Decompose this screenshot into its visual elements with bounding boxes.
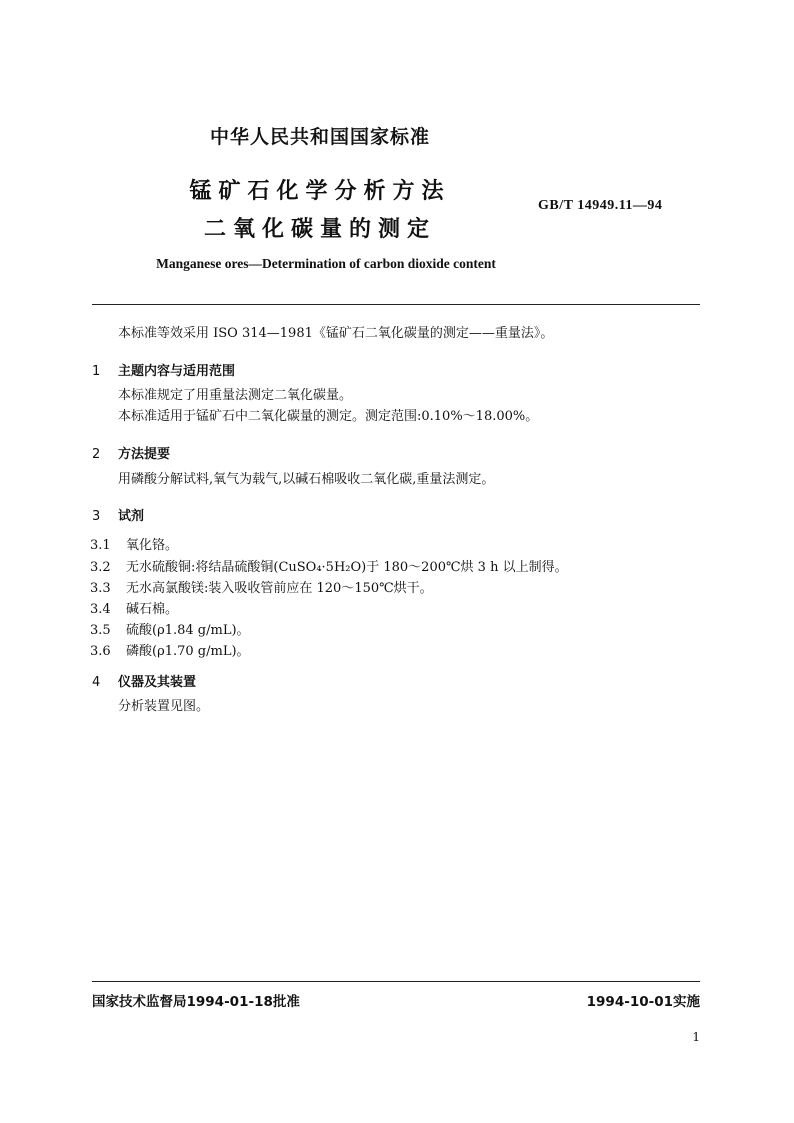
item-text: 无水硫酸铜:将结晶硫酸铜(CuSO₄·5H₂O)于 180～200℃烘 3 h 以上制得。 <box>126 560 568 575</box>
item-number: 3.1 <box>90 538 111 553</box>
reagent-item-3-1 <box>90 534 178 553</box>
top-divider <box>92 304 700 305</box>
english-title: Manganese ores—Determination of carbon dioxide content <box>156 256 496 271</box>
national-standard-heading: 中华人民共和国国家标准 <box>209 126 430 148</box>
item-number: 3.5 <box>90 623 111 638</box>
reagent-item-3-4 <box>90 598 178 617</box>
item-number: 3.6 <box>90 644 111 659</box>
reagent-item-3-3 <box>90 577 433 596</box>
reagent-item-3-5 <box>90 619 250 638</box>
standard-number-text: GB/T 14949.11—94 <box>538 198 663 213</box>
section-4-heading <box>92 671 196 690</box>
item-number: 3.2 <box>90 560 111 575</box>
section-title: 方法提要 <box>118 447 171 462</box>
intro-paragraph: 本标准等效采用 ISO 314—1981《锰矿石二氧化碳量的测定——重量法》。 <box>118 326 554 341</box>
section-number: 3 <box>92 509 101 524</box>
document-title-line-1: 锰矿石化学分析方法 <box>189 179 451 204</box>
item-number: 3.4 <box>90 602 111 617</box>
item-text: 无水高氯酸镁:装入吸收管前应在 120～150℃烘干。 <box>126 581 433 596</box>
section-1-paragraph-1: 本标准规定了用重量法测定二氧化碳量。 <box>118 388 353 403</box>
section-number: 4 <box>92 675 101 690</box>
document-title-line-2: 二氧化碳量的测定 <box>203 217 436 242</box>
item-text: 氧化铬。 <box>126 538 179 553</box>
reagent-item-3-2 <box>90 556 568 575</box>
implementation-date: 1994-10-01实施 <box>586 994 700 1010</box>
section-1-heading <box>92 360 235 379</box>
footer-divider <box>92 981 700 982</box>
section-4-paragraph-1: 分析装置见图。 <box>118 699 210 714</box>
standard-number <box>538 197 662 214</box>
item-text: 磷酸(ρ1.70 g/mL)。 <box>126 644 250 659</box>
section-title: 仪器及其装置 <box>118 675 197 690</box>
section-title: 主题内容与适用范围 <box>118 364 236 379</box>
section-3-heading <box>92 505 144 524</box>
item-text: 碱石棉。 <box>126 602 179 617</box>
item-text: 硫酸(ρ1.84 g/mL)。 <box>126 623 250 638</box>
page-number: 1 <box>692 1030 700 1044</box>
section-title: 试剂 <box>118 509 145 524</box>
section-2-paragraph-1: 用磷酸分解试料,氧气为载气,以碱石棉吸收二氧化碳,重量法测定。 <box>118 472 495 487</box>
section-number: 2 <box>92 447 101 462</box>
approval-line: 国家技术监督局1994-01-18批准 <box>92 994 300 1010</box>
item-number: 3.3 <box>90 581 111 596</box>
reagent-item-3-6 <box>90 640 250 659</box>
section-number: 1 <box>92 364 101 379</box>
section-2-heading <box>92 443 170 462</box>
section-1-paragraph-2: 本标准适用于锰矿石中二氧化碳量的测定。测定范围:0.10%～18.00%。 <box>118 409 539 424</box>
